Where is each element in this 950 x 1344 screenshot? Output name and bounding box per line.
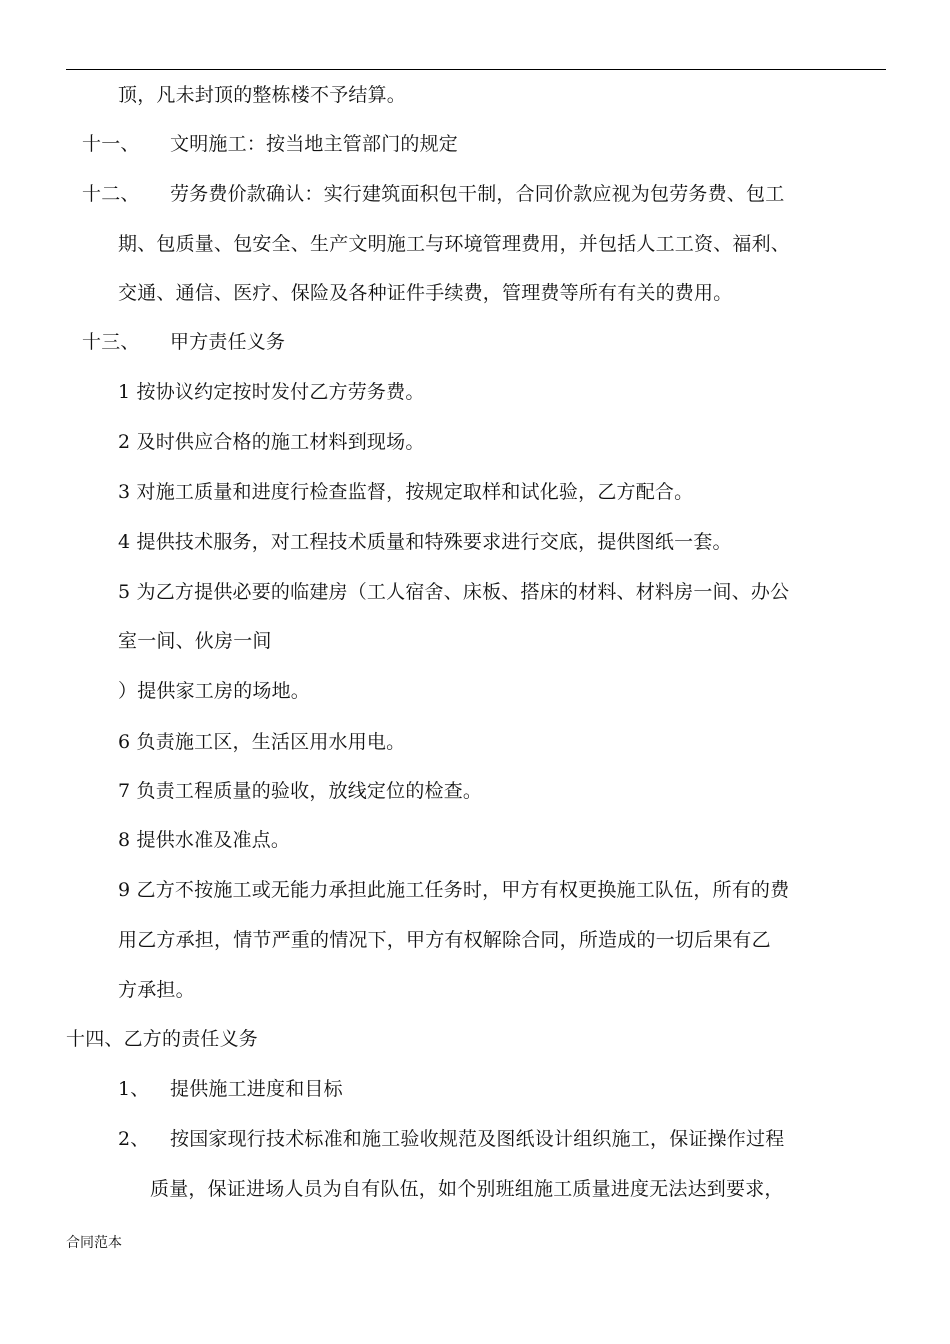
list-item-continuation: ）提供家工房的场地。 [118, 680, 311, 702]
paragraph-line: 期、包质量、包安全、生产文明施工与环境管理费用，并包括人工工资、福利、 [118, 233, 791, 255]
list-item-continuation: 用乙方承担，情节严重的情况下，甲方有权解除合同，所造成的一切后果有乙 [118, 929, 771, 951]
header-rule [66, 69, 886, 70]
section-number: 十二、 [82, 183, 140, 205]
list-item: 2 及时供应合格的施工材料到现场。 [118, 431, 425, 453]
section-heading-14: 十四、乙方的责任义务 [66, 1028, 259, 1050]
list-item: 7 负责工程质量的验收，放线定位的检查。 [118, 780, 483, 802]
item-number: 1、 [118, 1078, 150, 1100]
section-heading-12: 十二、 劳务费价款确认：实行建筑面积包干制，合同价款应视为包劳务费、包工 [82, 183, 785, 205]
numbered-item-continuation: 质量，保证进场人员为自有队伍，如个别班组施工质量进度无法达到要求， [150, 1178, 784, 1200]
list-item: 9 乙方不按施工或无能力承担此施工任务时，甲方有权更换施工队伍，所有的费 [118, 879, 790, 901]
numbered-item: 1、 提供施工进度和目标 [118, 1078, 343, 1100]
section-heading-13: 十三、 甲方责任义务 [82, 331, 286, 353]
paragraph-line: 顶，凡未封顶的整栋楼不予结算。 [118, 84, 407, 106]
page-footer: 合同范本 [66, 1235, 122, 1251]
paragraph-line: 交通、通信、医疗、保险及各种证件手续费，管理费等所有有关的费用。 [118, 282, 733, 304]
list-item: 6 负责施工区，生活区用水用电。 [118, 731, 406, 753]
list-item: 8 提供水准及准点。 [118, 829, 291, 851]
list-item-continuation: 方承担。 [118, 979, 195, 1001]
list-item: 3 对施工质量和进度行检查监督，按规定取样和试化验，乙方配合。 [118, 481, 694, 503]
section-heading-11: 十一、 文明施工：按当地主管部门的规定 [82, 133, 459, 155]
item-number: 2、 [118, 1128, 150, 1150]
list-item: 1 按协议约定按时发付乙方劳务费。 [118, 381, 425, 403]
list-item-continuation: 室一间、伙房一间 [118, 630, 272, 652]
numbered-item: 2、 按国家现行技术标准和施工验收规范及图纸设计组织施工，保证操作过程 [118, 1128, 785, 1150]
section-number: 十一、 [82, 133, 140, 155]
list-item: 5 为乙方提供必要的临建房（工人宿舍、床板、搭床的材料、材料房一间、办公 [118, 581, 790, 603]
list-item: 4 提供技术服务，对工程技术质量和特殊要求进行交底，提供图纸一套。 [118, 531, 732, 553]
section-number: 十三、 [82, 331, 140, 353]
